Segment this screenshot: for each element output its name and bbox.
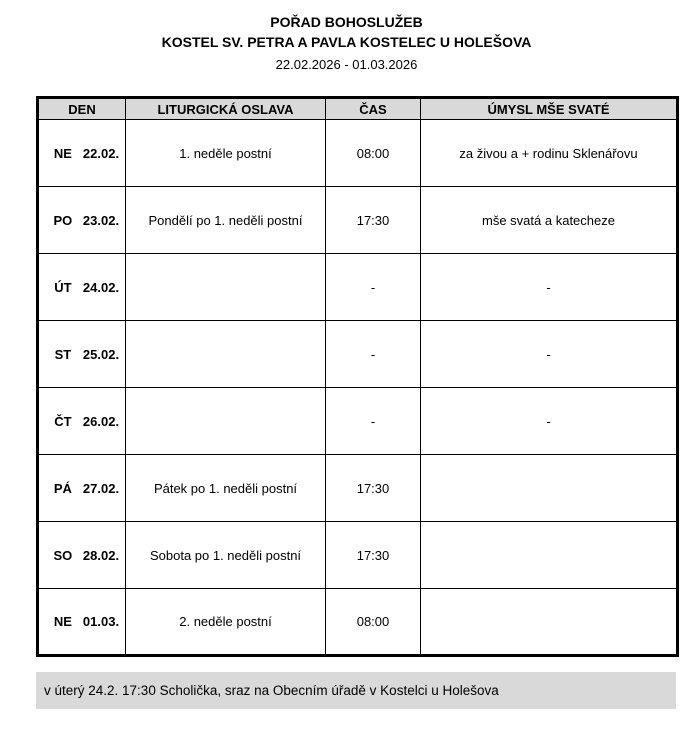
table-row: [38, 522, 678, 589]
table-row: [38, 455, 678, 522]
intention-cell: [421, 522, 678, 589]
day-abbr: ST: [54, 346, 72, 362]
day-cell: [38, 254, 126, 321]
day-abbr: PO: [53, 212, 73, 228]
day-cell: [38, 522, 126, 589]
feast-cell: Sobota po 1. neděli postní: [126, 522, 326, 589]
time-cell: 17:30: [326, 455, 421, 522]
footer-note: v úterý 24.2. 17:30 Scholička, sraz na Obecním úřadě v Kostelci u Holešova: [44, 683, 499, 698]
intention-cell: -: [421, 254, 678, 321]
table-row: [38, 321, 678, 388]
table-row: [38, 254, 678, 321]
day-cell: [38, 589, 126, 656]
time-cell: -: [326, 254, 421, 321]
time-cell: -: [326, 388, 421, 455]
feast-cell: [126, 321, 326, 388]
table-row: [38, 120, 678, 187]
date-range: 22.02.2026 - 01.03.2026: [275, 57, 418, 72]
intention-cell: mše svatá a katecheze: [421, 187, 678, 254]
day-abbr: ÚT: [54, 279, 72, 295]
column-header-oslava: LITURGICKÁ OSLAVA: [126, 98, 326, 120]
table-row: [38, 589, 678, 656]
time-cell: -: [326, 321, 421, 388]
day-cell: [38, 321, 126, 388]
intention-cell: -: [421, 388, 678, 455]
day-date: 25.02.: [82, 346, 120, 362]
intention-cell: [421, 589, 678, 656]
day-abbr: PÁ: [53, 480, 72, 496]
day-date: 22.02.: [82, 145, 120, 161]
time-cell: 08:00: [326, 589, 421, 656]
day-abbr: ČT: [54, 413, 72, 429]
church-name: KOSTEL SV. PETRA A PAVLA KOSTELEC U HOLEŠOVA: [161, 34, 532, 50]
table-row: [38, 388, 678, 455]
column-header-cas: ČAS: [326, 98, 421, 120]
feast-cell: [126, 254, 326, 321]
day-date: 23.02.: [82, 212, 120, 228]
time-cell: 17:30: [326, 522, 421, 589]
time-cell: 08:00: [326, 120, 421, 187]
table-row: [38, 187, 678, 254]
schedule-table: [36, 96, 679, 657]
day-date: 27.02.: [82, 480, 120, 496]
feast-cell: 2. neděle postní: [126, 589, 326, 656]
column-header-umysl: ÚMYSL MŠE SVATÉ: [421, 98, 678, 120]
day-abbr: NE: [53, 614, 72, 629]
intention-cell: za živou a + rodinu Sklenářovu: [421, 120, 678, 187]
day-cell: [38, 187, 126, 254]
feast-cell: [126, 388, 326, 455]
day-abbr: SO: [53, 547, 73, 563]
day-date: 24.02.: [82, 279, 120, 295]
table-header-row: [38, 98, 678, 120]
footer-note-bar: [36, 672, 676, 709]
column-header-den: DEN: [38, 98, 126, 120]
page-title: POŘAD BOHOSLUŽEB: [270, 14, 423, 30]
day-cell: [38, 120, 126, 187]
intention-cell: -: [421, 321, 678, 388]
day-cell: [38, 455, 126, 522]
day-cell: [38, 388, 126, 455]
time-cell: 17:30: [326, 187, 421, 254]
intention-cell: [421, 455, 678, 522]
day-abbr: NE: [53, 145, 72, 161]
day-date: 01.03.: [82, 614, 120, 629]
feast-cell: 1. neděle postní: [126, 120, 326, 187]
title-block: [0, 12, 693, 74]
day-date: 28.02.: [82, 547, 120, 563]
feast-cell: Pondělí po 1. neděli postní: [126, 187, 326, 254]
day-date: 26.02.: [82, 413, 120, 429]
feast-cell: Pátek po 1. neděli postní: [126, 455, 326, 522]
